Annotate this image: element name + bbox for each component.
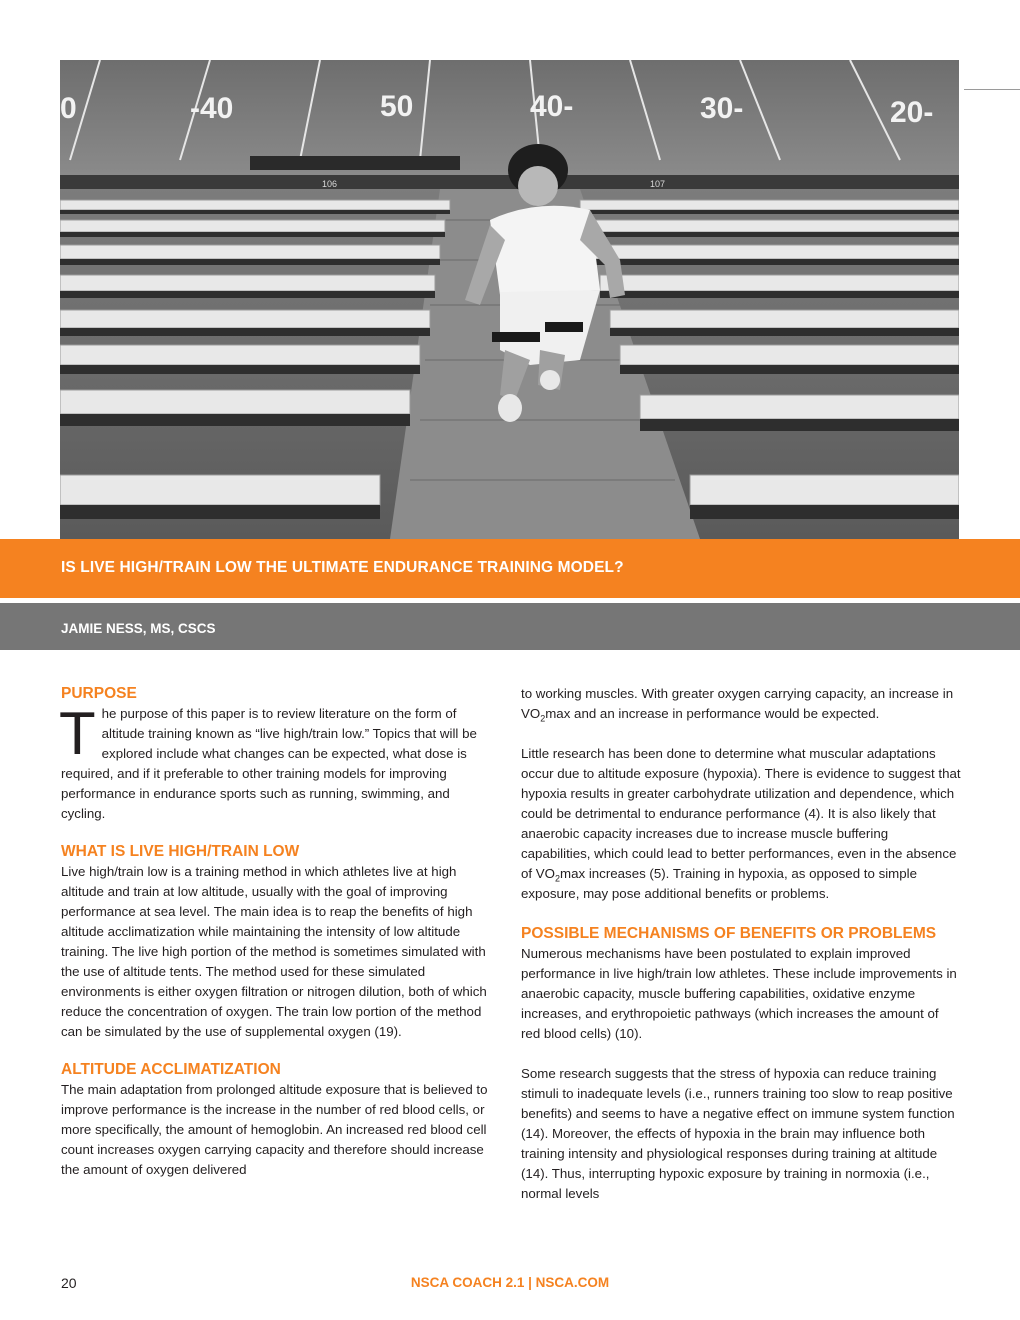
yard-number: 40-: [530, 90, 574, 123]
section-heading-acclimatization: ALTITUDE ACCLIMATIZATION: [61, 1061, 281, 1078]
acclimatization-paragraph: The main adaptation from prolonged altitude exposure that is believed to improve performance is the increase in the number of red blood cells, or more specifically, the amount of hemoglobin. An increased red blood cell count increases oxygen carrying capacity and therefore should increase the amount of oxygen delivered: [61, 1082, 488, 1177]
yard-number: -40: [190, 92, 234, 125]
author-name: JAMIE NESS, MS, CSCS: [61, 621, 216, 636]
stadium-photo-icon: [60, 60, 959, 539]
section-heading-what-is: WHAT IS LIVE HIGH/TRAIN LOW: [61, 843, 300, 860]
section-heading-purpose: PURPOSE: [61, 685, 137, 702]
mechanisms-paragraph: Numerous mechanisms have been postulated to explain improved performance in live high/train low athletes. These include improvements in anaerobic capacity, muscle buffering capabilities, oxidative enzyme increases, and erythropoietic pathways (which increases the amount of red blood cells) (10).: [521, 946, 957, 1041]
yard-number: 0: [60, 92, 77, 125]
purpose-paragraph: [59, 700, 497, 824]
yard-number: 30-: [700, 92, 744, 125]
continued-paragraph: [521, 684, 961, 724]
continued-text: to working muscles. With greater oxygen carrying capacity, an increase in VO: [521, 686, 954, 721]
hypoxia-stress-paragraph: Some research suggests that the stress of hypoxia can reduce training stimuli to inadequate levels (i.e., runners training too slow to reap positive benefits) and seems to have a negative effect on immune system function (14). Moreover, the effects of hypoxia in the brain may influence both training intensity and physiological responses during training at altitude (14). Thus, interrupting hypoxic exposure by training in normoxia (i.e., normal levels: [521, 1066, 955, 1201]
adaptations-text-end: max increases (5). Training in hypoxia, as opposed to simple exposure, may pose additional benefits or problems.: [521, 866, 917, 901]
continued-text-end: max and an increase in performance would be expected.: [545, 706, 880, 721]
subscript: 2: [540, 713, 546, 724]
section-number: 107: [650, 179, 666, 189]
subscript: 2: [555, 873, 561, 884]
left-column: [61, 684, 497, 1180]
right-column: [521, 684, 961, 1204]
publication-footer: NSCA COACH 2.1 | NSCA.COM: [410, 1275, 610, 1290]
what-is-paragraph: Live high/train low is a training method in which athletes live at high altitude and train at low altitude, usually with the goal of improving performance at sea level. The main idea is to reap the benefits of high altitude acclimatization while maintaining the intensity of low altitude training. The live high portion of the method is sometimes simulated with the use of altitude tents. The method used for these simulated environments is either oxygen filtration or nitrogen dilution, both of which reduce the concentration of oxygen. The train low portion of the method can be simulated by the use of supplemental oxygen (19).: [61, 864, 487, 1039]
corner-rule: [964, 89, 1020, 90]
article-title: IS LIVE HIGH/TRAIN LOW THE ULTIMATE ENDURANCE TRAINING MODEL?: [61, 559, 624, 576]
adaptations-text: Little research has been done to determine what muscular adaptations occur due to altitude exposure (hypoxia). There is evidence to suggest that hypoxia results in greater carbohydrate utilization and dependence, which could be detrimental to endurance performance (4). It is also likely that anaerobic capacity increases due to increase muscle buffering capabilities, which could lead to better performances, even in the absence of VO: [521, 746, 961, 881]
yard-number: 50: [380, 90, 414, 123]
author-band: [0, 603, 1020, 650]
stadium-photo: [60, 60, 959, 539]
section-heading-mechanisms: POSSIBLE MECHANISMS OF BENEFITS OR PROBLEMS: [521, 925, 937, 942]
purpose-text: he purpose of this paper is to review literature on the form of altitude training known as “live high/train low.” Topics that will be explored include what changes can be expected, what dose is required, and if it preferable to other training models for improving performance in endurance sports such as running, swimming, and cycling.: [61, 706, 477, 821]
drop-cap: T: [59, 700, 96, 767]
title-band: [0, 539, 1020, 598]
muscular-adaptations-paragraph: [521, 744, 961, 904]
section-number: 106: [322, 179, 338, 189]
page-number: 20: [61, 1275, 77, 1291]
yard-number: 20-: [890, 96, 934, 129]
